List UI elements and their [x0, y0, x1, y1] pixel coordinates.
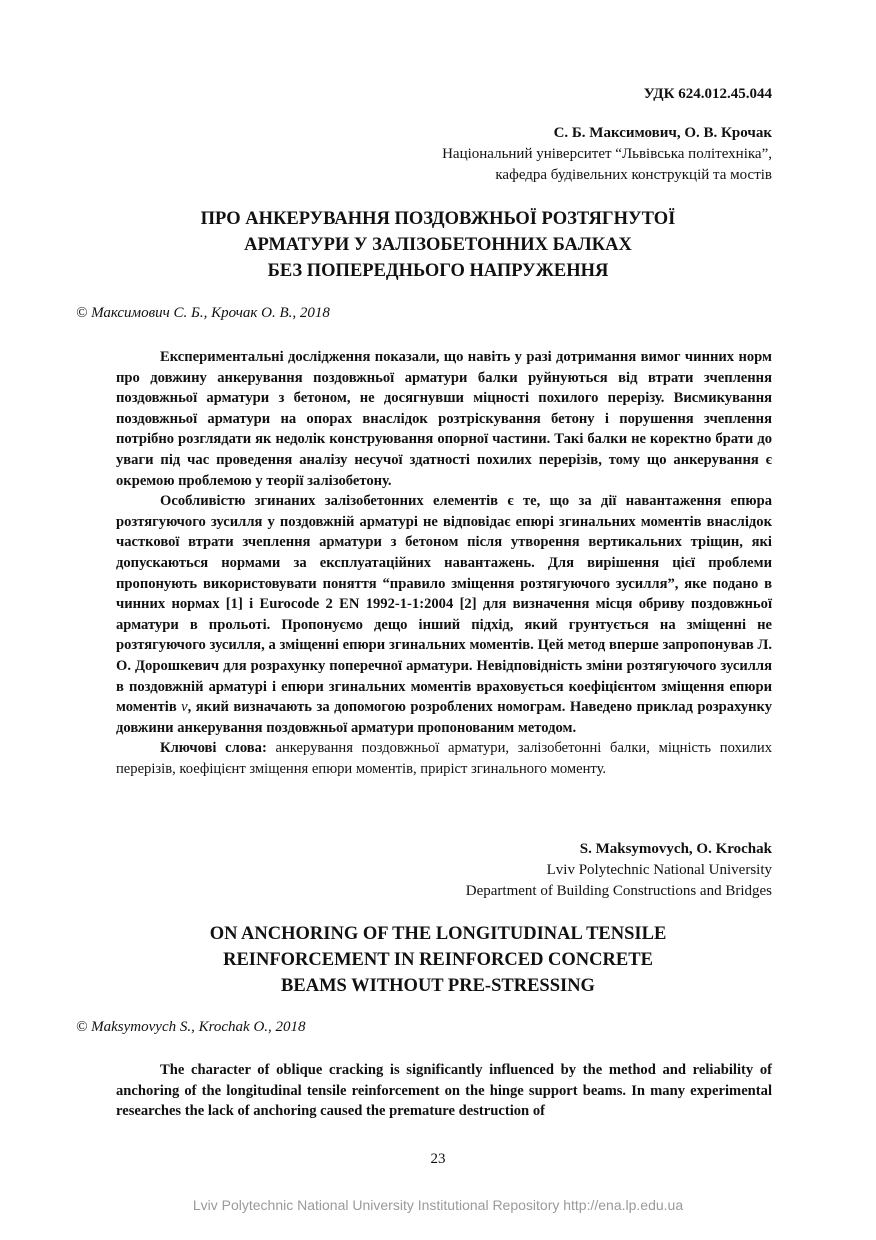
- ua-abstract: [116, 347, 772, 779]
- ua-authors: С. Б. Максимович, О. В. Крочак: [553, 125, 772, 141]
- en-title: [60, 921, 816, 999]
- udk-code: УДК 624.012.45.044: [643, 86, 772, 102]
- ua-author-block: [172, 123, 772, 186]
- ua-abstract-paragraph-2-text: Особливістю згинаних залізобетонних елементів є те, що за дії навантаження епюра розтягуючого зусилля у поздовжній арматурі не відповідає епюрі згинальних моментів внаслідок часткової втрати зчеплення арматури з бетоном після утворення вертикальних тріщин, які допускаються нормами за експлуатаційних навантажень. Для вирішення цієї проблеми пропонують використовувати поняття “правило зміщення розтягуючого зусилля”, яке подано в чинних нормах [1] і Eurocode 2 EN 1992-1-1:2004 [2] для визначення місця обриву поздовжньої арматури в прольоті. Пропонуємо дещо інший підхід, який грунтується на зміщенні не розтягуючого зусилля, а зміщенні епюри згинальних моментів. Цей метод вперше запропонував Л. О. Дорошкевич для розрахунку поперечної арматури. Невідповідність зміни розтягуючого зусилля в поздовжній арматурі і епюри згинальних моментів враховується коефіцієнтом зміщення епюри моментів: [116, 493, 772, 716]
- nu-symbol: ν: [181, 699, 188, 716]
- ua-copyright: © Максимович С. Б., Крочак О. В., 2018: [76, 305, 330, 321]
- ua-title: [60, 206, 816, 284]
- en-authors: S. Maksymovych, O. Krochak: [579, 841, 772, 857]
- ua-keywords-text: анкерування поздовжньої арматури, залізобетонні балки, міцність похилих перерізів, коефіцієнт зміщення епюри моментів, приріст згинального моменту.: [116, 740, 773, 777]
- en-title-line: BEAMS WITHOUT PRE-STRESSING: [281, 976, 595, 996]
- ua-affiliation-2: кафедра будівельних конструкцій та мостів: [495, 167, 772, 183]
- en-copyright: © Maksymovych S., Krochak O., 2018: [76, 1019, 306, 1035]
- ua-title-line: БЕЗ ПОПЕРЕДНЬОГО НАПРУЖЕННЯ: [267, 261, 609, 281]
- page-number: 23: [430, 1151, 446, 1167]
- ua-abstract-paragraph-2-end: , який визначають за допомогою розроблених номограм. Наведено приклад розрахунку довжини анкерування поздовжньої арматури пропонованим методом.: [116, 699, 772, 736]
- en-title-line: REINFORCEMENT IN REINFORCED CONCRETE: [223, 950, 653, 970]
- en-affiliation-2: Department of Building Constructions and Bridges: [465, 883, 772, 899]
- ua-keywords-label: Ключові слова:: [160, 740, 267, 757]
- ua-abstract-paragraph-1: Експериментальні дослідження показали, що навіть у разі дотримання вимог чинних норм про довжину анкерування поздовжньої арматури балки руйнуються від втрати зчеплення поздовжньої арматури з бетоном, не досягнувши міцності похилого перерізу. Висмикування поздовжньої арматури на опорах внаслідок розтріскування бетону і порушення зчеплення потрібно розглядати як недолік конструювання опорної частини. Такі балки не коректно брати до уваги під час проведення аналізу несучої здатності похилих перерізів, тому що анкерування є окремою проблемою у теорії залізобетону.: [116, 349, 772, 489]
- en-author-block: [172, 839, 772, 902]
- ua-title-line: ПРО АНКЕРУВАННЯ ПОЗДОВЖНЬОЇ РОЗТЯГНУТОЇ: [200, 209, 676, 229]
- ua-title-line: АРМАТУРИ У ЗАЛІЗОБЕТОННИХ БАЛКАХ: [244, 235, 632, 255]
- ua-keywords: [116, 738, 772, 779]
- repository-footer: Lviv Polytechnic National University Institutional Repository http://ena.lp.edu.ua: [192, 1197, 684, 1213]
- en-title-line: ON ANCHORING OF THE LONGITUDINAL TENSILE: [209, 924, 667, 944]
- ua-abstract-paragraph-2: [116, 491, 772, 738]
- ua-affiliation-1: Національний університет “Львівська політехніка”,: [442, 146, 772, 162]
- en-affiliation-1: Lviv Polytechnic National University: [546, 862, 772, 878]
- en-abstract-paragraph-1: The character of oblique cracking is significantly influenced by the method and reliability of anchoring of the longitudinal tensile reinforcement on the hinge support beams. In many experimental researches the lack of anchoring caused the premature destruction of: [116, 1062, 772, 1120]
- en-abstract: [116, 1060, 772, 1122]
